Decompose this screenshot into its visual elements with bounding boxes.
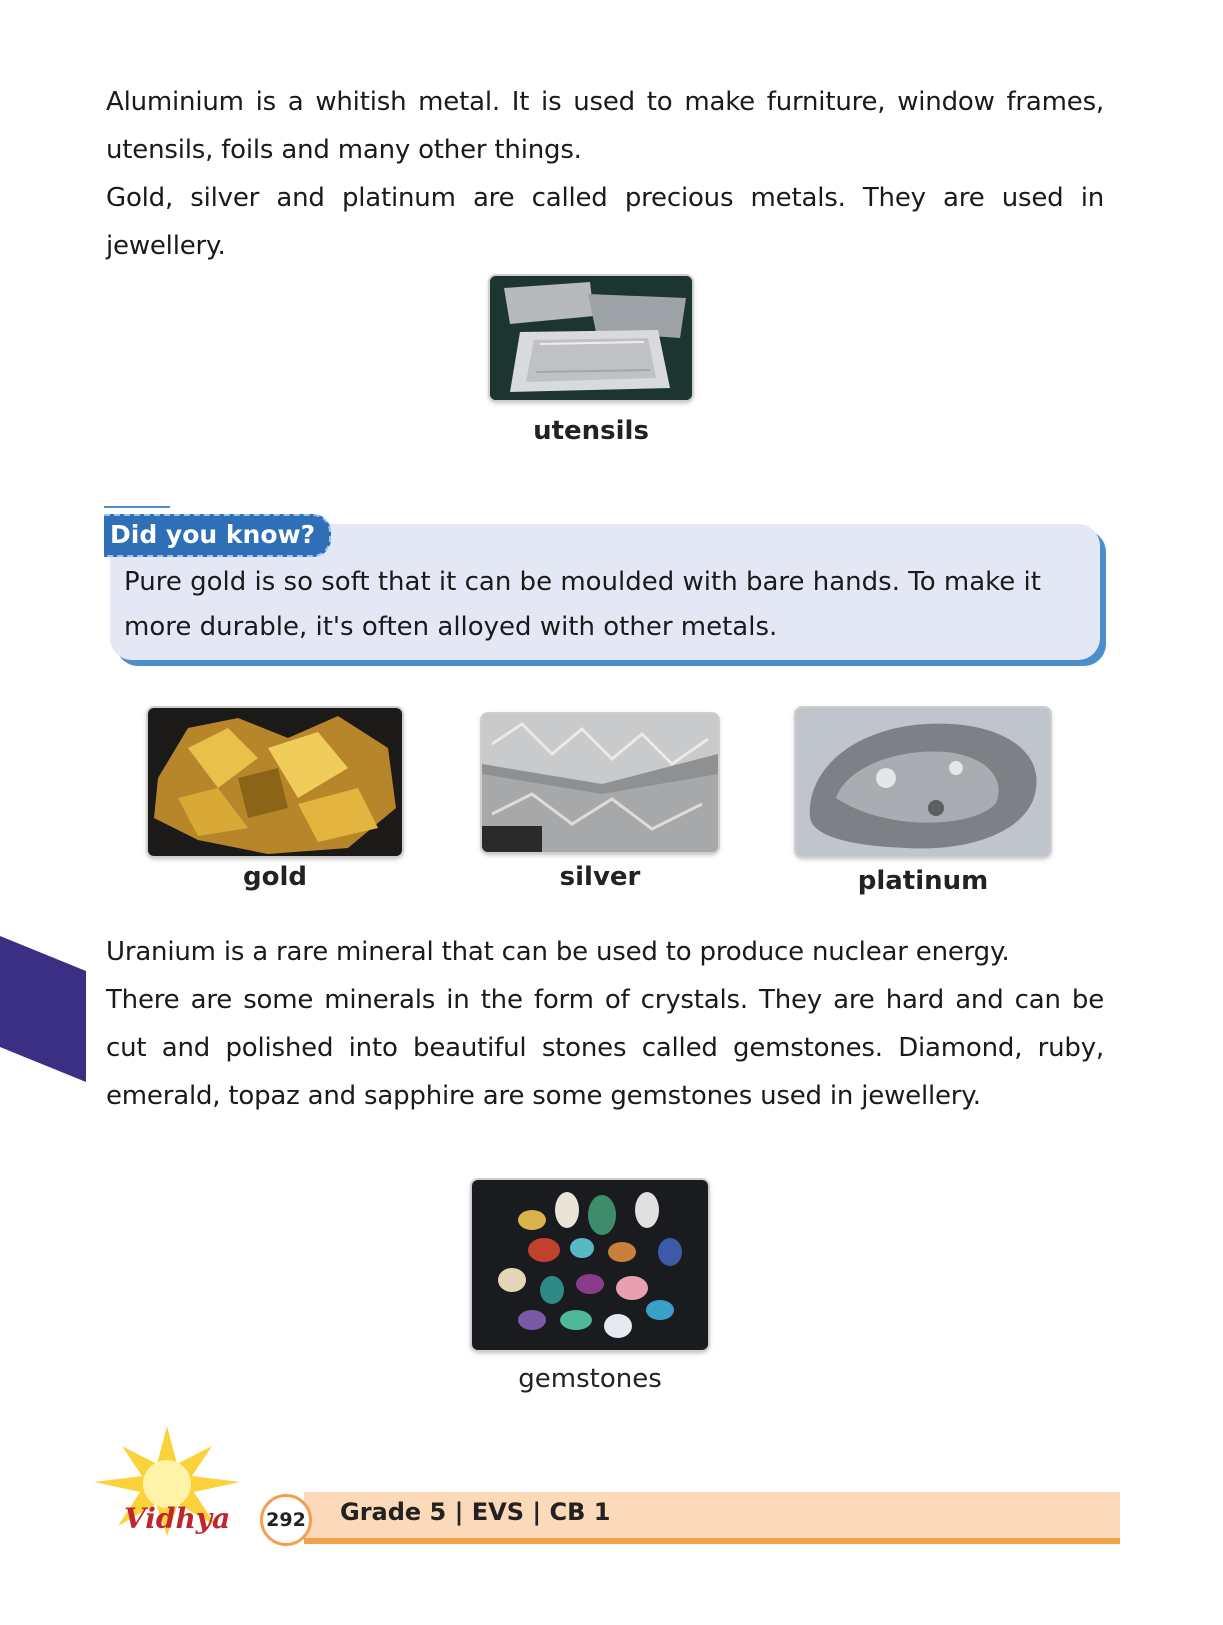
silver-image (482, 714, 718, 852)
gold-caption: gold (243, 862, 307, 892)
gemstones-image (472, 1180, 708, 1350)
gold-image (148, 708, 402, 856)
page-number: 292 (260, 1494, 312, 1546)
silver-metal-illustration (482, 714, 718, 852)
silver-caption: silver (559, 862, 641, 892)
platinum-caption: platinum (857, 866, 989, 896)
intro-text (106, 78, 1104, 270)
precious-metals-paragraph: Gold, silver and platinum are called precious metals. They are used in jewellery. (106, 183, 1104, 261)
utensils-image (490, 276, 692, 400)
footer-text: Grade 5 | EVS | CB 1 (340, 1498, 611, 1526)
uranium-paragraph: Uranium is a rare mineral that can be used to produce nuclear energy. (106, 937, 1010, 967)
side-tab-decoration (0, 936, 86, 1082)
gemstones-caption: gemstones (518, 1364, 662, 1394)
platinum-nugget-illustration (796, 708, 1050, 856)
gemstones-paragraph: There are some minerals in the form of crystals. They are hard and can be cut and polished into beautiful stones called gemstones. Diamond, ruby, emerald, topaz and sapphire are some gemstones used in jewellery. (106, 985, 1104, 1111)
did-you-know-text: Pure gold is so soft that it can be moulded with bare hands. To make it more durable, it's often alloyed with other metals. (124, 567, 1041, 642)
gold-nugget-illustration (148, 708, 402, 856)
foil-trays-illustration (490, 276, 692, 400)
gemstones-illustration (472, 1180, 708, 1350)
did-you-know-title: Did you know? (104, 514, 331, 557)
minerals-text (106, 928, 1104, 1120)
aluminium-paragraph: Aluminium is a whitish metal. It is used to make furniture, window frames, utensils, foils and many other things. (106, 87, 1104, 165)
platinum-image (796, 708, 1050, 856)
utensils-caption: utensils (533, 416, 649, 446)
dyk-accent-line (104, 506, 170, 508)
vidhya-logo-text: Vidhya (124, 1502, 231, 1535)
